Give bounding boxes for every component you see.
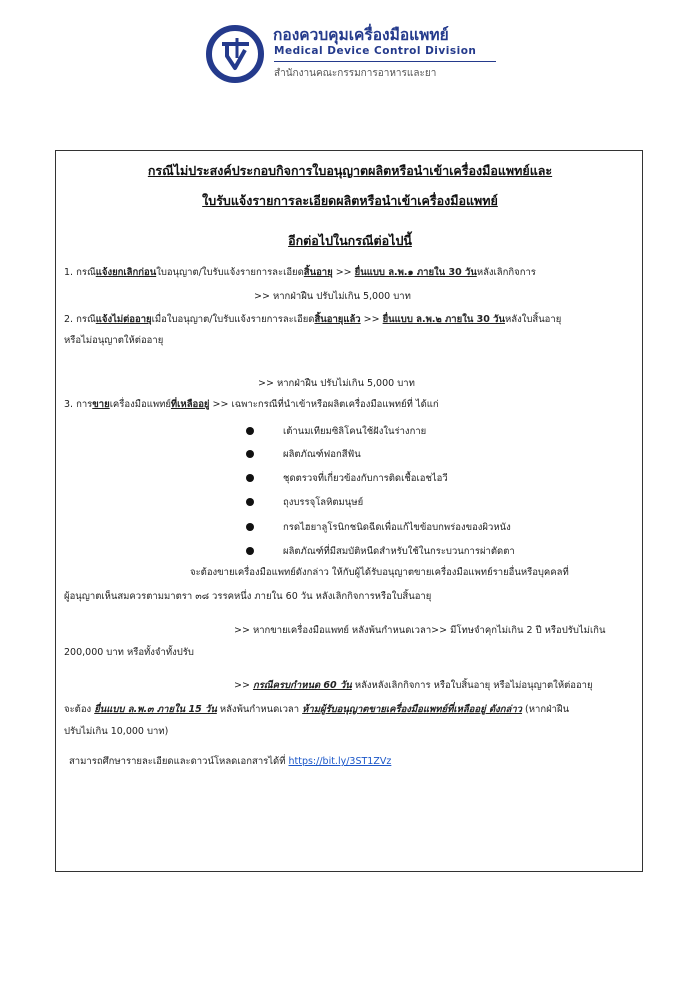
item-2-penalty: >> หากฝ่าฝืน ปรับไม่เกิน 5,000 บาท (258, 378, 415, 389)
sale-penalty-line-2: 200,000 บาท หรือทั้งจำทั้งปรับ (64, 647, 194, 658)
case-60-line-2: จะต้อง ยื่นแบบ ล.พ.๓ ภายใน 15 วัน หลังพ้นกำหนดเวลา ห้ามผู้รับอนุญาตขายเครื่องมือแพทย์ที่เหลืออยู่ ดังกล่าว (หากฝ่าฝืน (64, 704, 570, 715)
item-2-line: 2. กรณีแจ้งไม่ต่ออายุเมื่อใบอนุญาต/ใบรับแจ้งรายการละเอียดสิ้นอายุแล้ว >> ยื่นแบบ ล.พ.๒ ภายใน 30 วันหลังใบสิ้นอายุ (64, 314, 562, 325)
logo-divider (274, 61, 496, 62)
org-name-english: Medical Device Control Division (274, 45, 477, 57)
content-box (55, 150, 643, 872)
list-item: เต้านมเทียมซิลิโคนใช้ฝังในร่างกาย (283, 426, 427, 437)
org-parent: สำนักงานคณะกรรมการอาหารและยา (274, 68, 437, 79)
case-60-line-3: ปรับไม่เกิน 10,000 บาท) (64, 726, 169, 737)
item-1-line: 1. กรณีแจ้งยกเลิกก่อนใบอนุญาต/ใบรับแจ้งรายการละเอียดสิ้นอายุ >> ยื่นแบบ ล.พ.๑ ภายใน 30 วันหลังเลิกกิจการ (64, 267, 536, 278)
bullet-icon (246, 547, 254, 555)
sale-line-2: ผู้อนุญาตเห็นสมควรตามมาตรา ๓๘ วรรคหนึ่ง ภายใน 60 วัน หลังเลิกกิจการหรือใบสิ้นอายุ (64, 591, 432, 602)
sale-line-1: จะต้องขายเครื่องมือแพทย์ดังกล่าว ให้กับผู้ได้รับอนุญาตขายเครื่องมือแพทย์รายอื่นหรือบุคคลที่ (190, 567, 569, 578)
fda-emblem-icon (205, 24, 265, 84)
item-2-line-2: หรือไม่อนุญาตให้ต่ออายุ (64, 335, 164, 346)
list-item: ถุงบรรจุโลหิตมนุษย์ (283, 497, 364, 508)
bullet-icon (246, 474, 254, 482)
case-60-line-1: >> กรณีครบกำหนด 60 วัน หลังหลังเลิกกิจการ หรือใบสิ้นอายุ หรือไม่อนุญาตให้ต่ออายุ (234, 680, 593, 691)
footer-line: สามารถศึกษารายละเอียดและดาวน์โหลดเอกสารได้ที่ https://bit.ly/3ST1ZVz (69, 756, 392, 767)
list-item: ชุดตรวจที่เกี่ยวข้องกับการติดเชื้อเอชไอวี (283, 473, 448, 484)
item-1-penalty: >> หากฝ่าฝืน ปรับไม่เกิน 5,000 บาท (254, 291, 411, 302)
title-line-1: กรณีไม่ประสงค์ประกอบกิจการใบอนุญาตผลิตหรือนำเข้าเครื่องมือแพทย์และ (147, 163, 553, 178)
item-3-line: 3. การขายเครื่องมือแพทย์ที่เหลืออยู่ >> เฉพาะกรณีที่นำเข้าหรือผลิตเครื่องมือแพทย์ที่ ได้แก่ (64, 399, 439, 410)
list-item: ผลิตภัณฑ์ฟอกสีฟัน (283, 449, 361, 460)
bullet-icon (246, 523, 254, 531)
list-item: ผลิตภัณฑ์ที่มีสมบัติหนืดสำหรับใช้ในกระบวนการผ่าตัดตา (283, 546, 515, 557)
bullet-icon (246, 427, 254, 435)
org-name-thai: กองควบคุมเครื่องมือแพทย์ (273, 26, 449, 44)
sale-penalty-line-1: >> หากขายเครื่องมือแพทย์ หลังพ้นกำหนดเวลา>> มีโทษจำคุกไม่เกิน 2 ปี หรือปรับไม่เกิน (234, 625, 606, 636)
bullet-icon (246, 498, 254, 506)
download-link[interactable]: https://bit.ly/3ST1ZVz (288, 756, 392, 767)
header-logo (205, 18, 505, 86)
title-line-3: อีกต่อไปในกรณีต่อไปนี้ (288, 233, 412, 248)
bullet-icon (246, 450, 254, 458)
list-item: กรดไฮยาลูโรนิกชนิดฉีดเพื่อแก้ไขข้อบกพร่องของผิวหนัง (283, 522, 511, 533)
title-line-2: ใบรับแจ้งรายการละเอียดผลิตหรือนำเข้าเครื่องมือแพทย์ (202, 193, 498, 208)
